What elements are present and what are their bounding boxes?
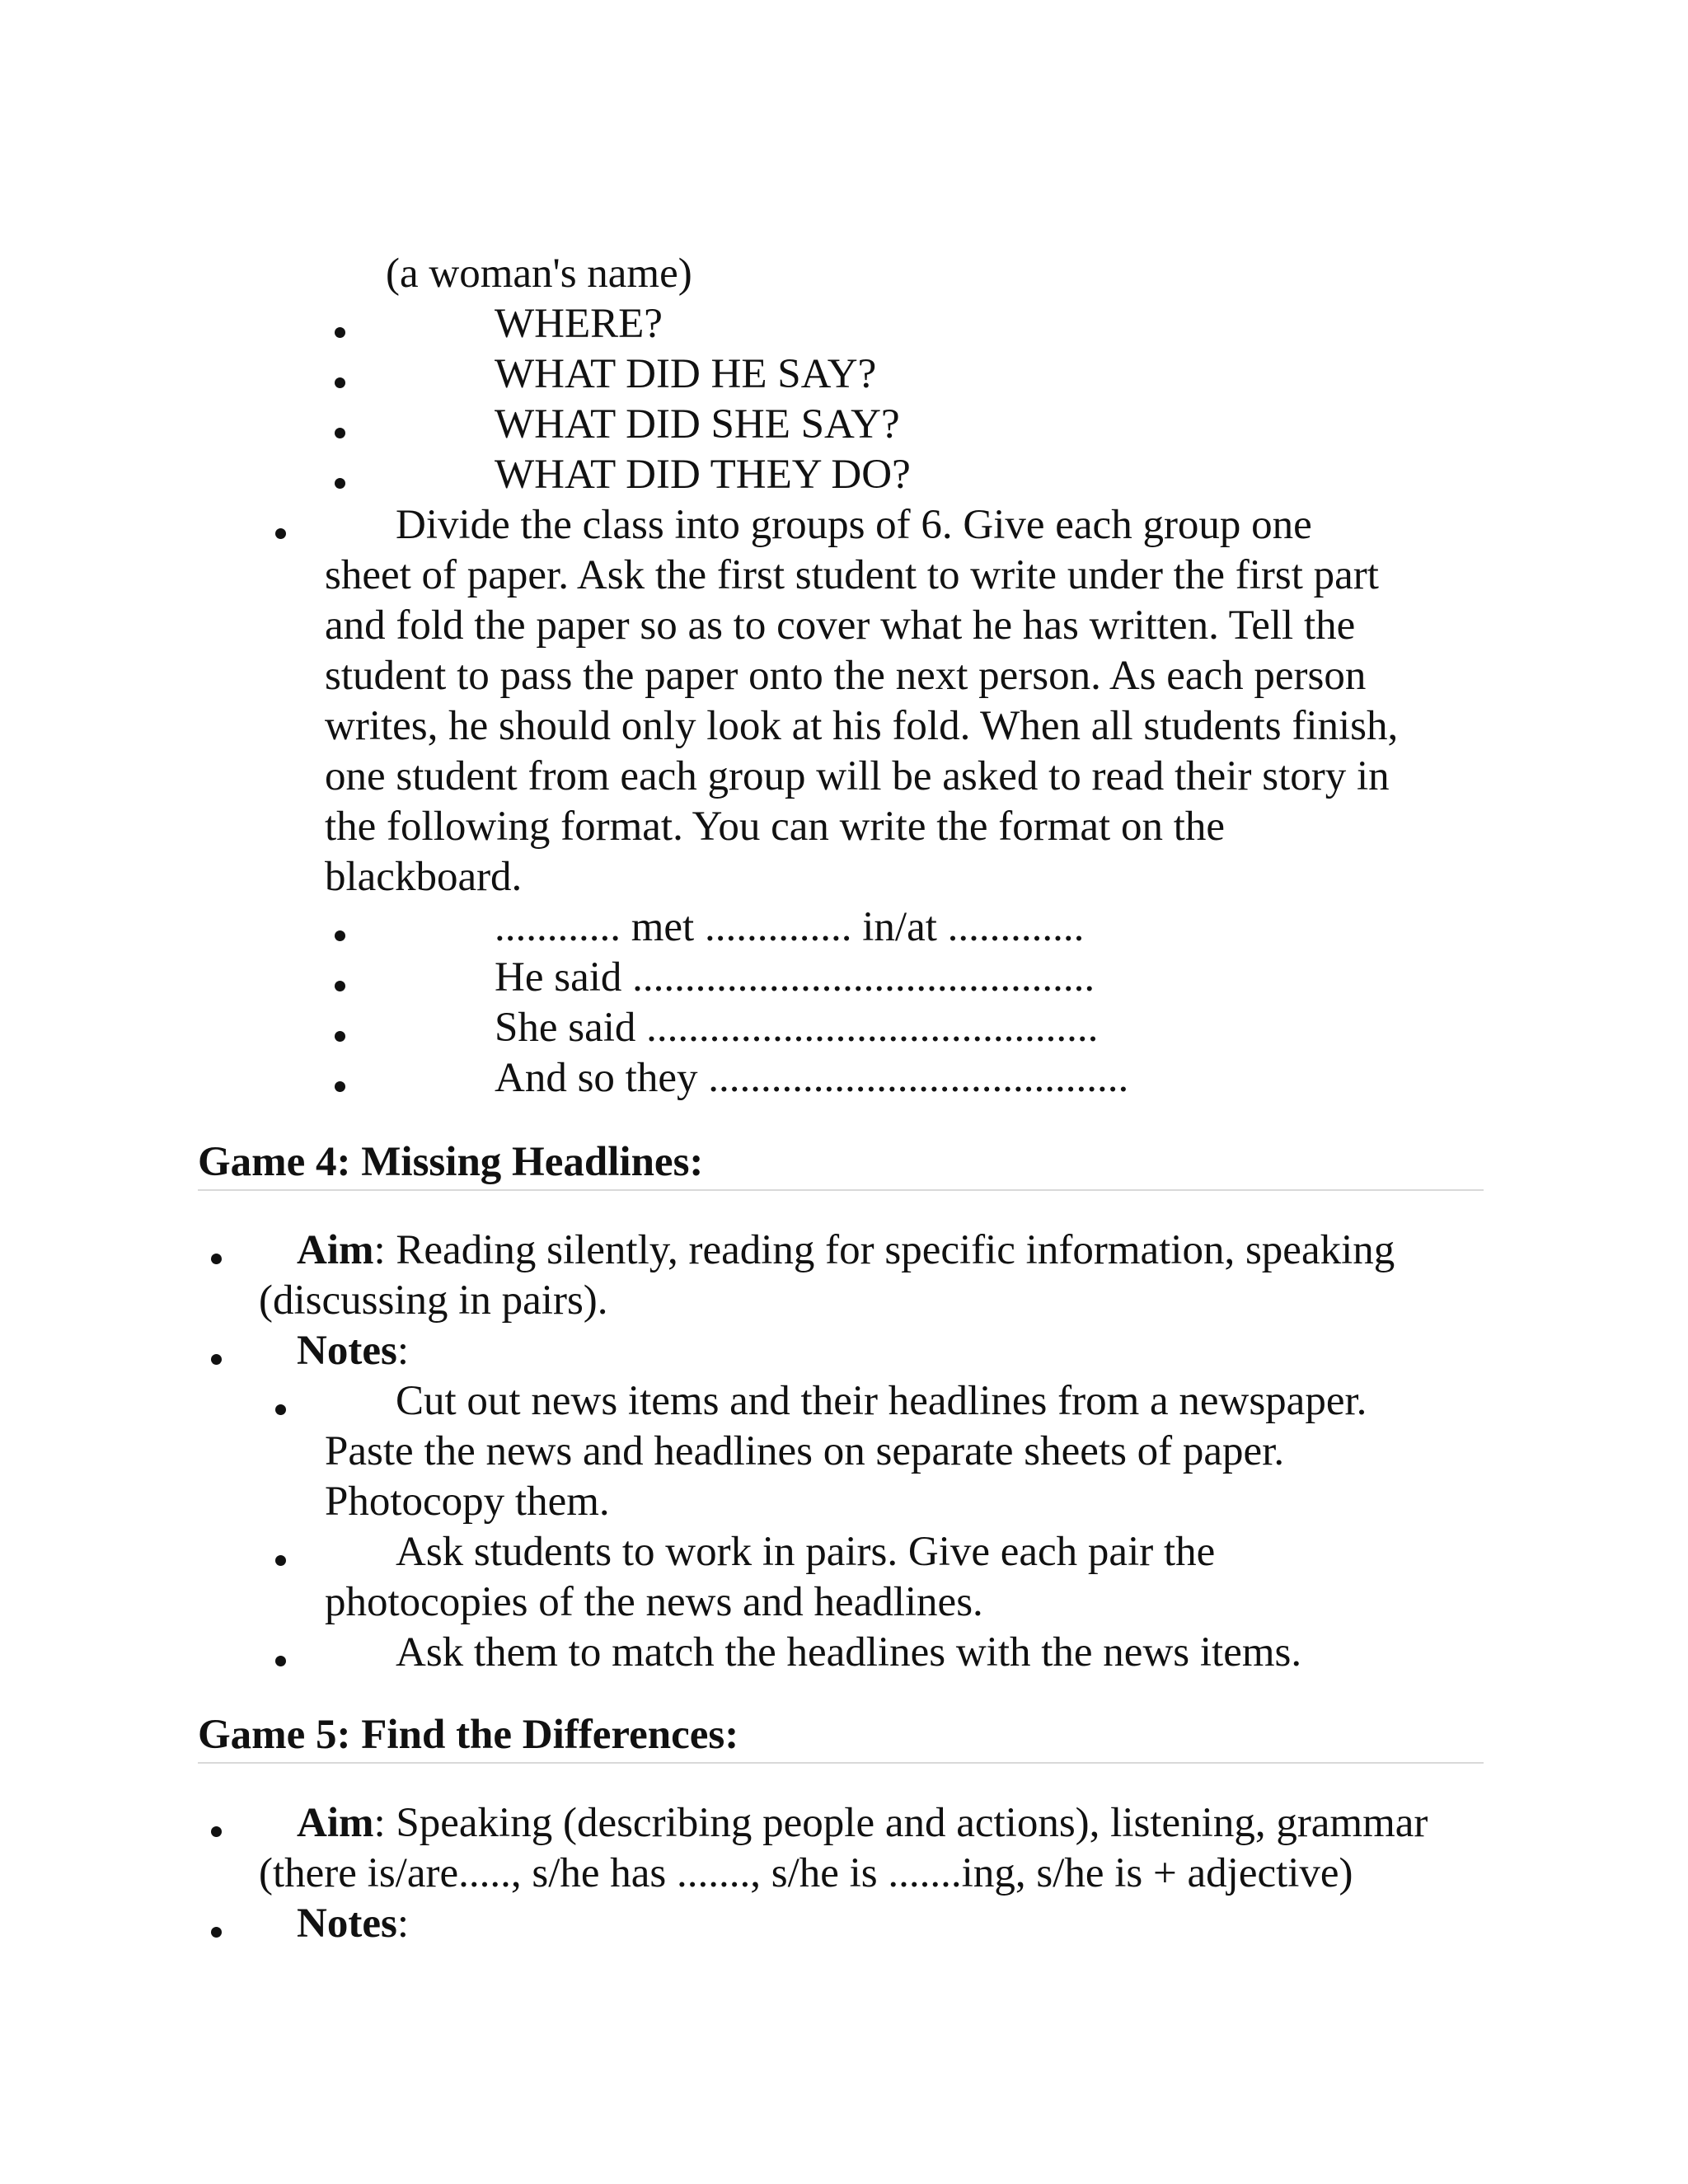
notes-colon: : bbox=[396, 1900, 409, 1947]
note-line: Ask them to match the headlines with the news items. bbox=[396, 1629, 1302, 1675]
game4-notes bbox=[297, 1326, 409, 1376]
aim-text: : Speaking (describing people and actions), listening, grammar bbox=[373, 1800, 1428, 1846]
bullet-icon bbox=[335, 981, 345, 991]
instruction-line: one student from each group will be asked to read their story in bbox=[325, 753, 1390, 799]
aim-label: Aim bbox=[297, 1227, 374, 1273]
question-what-he-said: WHAT DID HE SAY? bbox=[495, 351, 877, 397]
bullet-icon bbox=[211, 1927, 222, 1938]
instruction-line: student to pass the paper onto the next person. As each person bbox=[325, 653, 1367, 699]
bullet-icon bbox=[335, 930, 345, 941]
notes-label: Notes bbox=[297, 1900, 397, 1947]
game5-heading: Game 5: Find the Differences: bbox=[198, 1712, 739, 1758]
game5-notes bbox=[297, 1899, 409, 1949]
bullet-icon bbox=[335, 1081, 345, 1092]
instruction-line: the following format. You can write the format on the bbox=[325, 804, 1226, 850]
bullet-icon bbox=[335, 1031, 345, 1042]
instruction-line: Divide the class into groups of 6. Give each group one bbox=[396, 502, 1312, 548]
bullet-icon bbox=[275, 1404, 286, 1415]
question-what-they-did: WHAT DID THEY DO? bbox=[495, 452, 911, 498]
format-line: ............ met .............. in/at ............. bbox=[495, 904, 1085, 950]
format-line: And so they ........................................ bbox=[495, 1055, 1129, 1101]
game4-aim bbox=[297, 1226, 1395, 1276]
aim-label: Aim bbox=[297, 1800, 374, 1846]
note-line: Paste the news and headlines on separate sheets of paper. bbox=[325, 1428, 1285, 1474]
format-line: He said ............................................ bbox=[495, 954, 1095, 1001]
note-line: Ask students to work in pairs. Give each pair the bbox=[396, 1529, 1216, 1575]
aim-text: : Reading silently, reading for specific information, speaking bbox=[373, 1227, 1395, 1273]
game5-aim bbox=[297, 1798, 1428, 1849]
bullet-icon bbox=[275, 1656, 286, 1666]
instruction-line: and fold the paper so as to cover what he has written. Tell the bbox=[325, 602, 1356, 649]
section-divider bbox=[198, 1762, 1484, 1764]
note-line: Photocopy them. bbox=[325, 1479, 610, 1525]
bullet-icon bbox=[211, 1354, 222, 1365]
instruction-line: sheet of paper. Ask the first student to write under the first part bbox=[325, 552, 1379, 598]
note-line: Cut out news items and their headlines from a newspaper. bbox=[396, 1378, 1367, 1424]
woman-name-note: (a woman's name) bbox=[386, 251, 692, 297]
format-line: She said ........................................... bbox=[495, 1005, 1099, 1051]
bullet-icon bbox=[335, 327, 345, 338]
instruction-line: blackboard. bbox=[325, 854, 523, 900]
note-line: photocopies of the news and headlines. bbox=[325, 1579, 983, 1625]
bullet-icon bbox=[211, 1826, 222, 1837]
bullet-icon bbox=[335, 377, 345, 388]
notes-colon: : bbox=[396, 1328, 409, 1374]
bullet-icon bbox=[335, 428, 345, 438]
bullet-icon bbox=[335, 478, 345, 489]
question-what-she-said: WHAT DID SHE SAY? bbox=[495, 401, 900, 448]
bullet-icon bbox=[211, 1254, 222, 1264]
question-where: WHERE? bbox=[495, 301, 663, 347]
instruction-line: writes, he should only look at his fold. When all students finish, bbox=[325, 703, 1399, 749]
game4-heading: Game 4: Missing Headlines: bbox=[198, 1139, 704, 1185]
game4-aim-continued: (discussing in pairs). bbox=[259, 1277, 608, 1324]
game5-aim-continued: (there is/are....., s/he has ......., s/he is .......ing, s/he is + adjective) bbox=[259, 1850, 1353, 1896]
notes-label: Notes bbox=[297, 1328, 397, 1374]
bullet-icon bbox=[275, 1555, 286, 1566]
bullet-icon bbox=[275, 528, 286, 539]
section-divider bbox=[198, 1189, 1484, 1191]
